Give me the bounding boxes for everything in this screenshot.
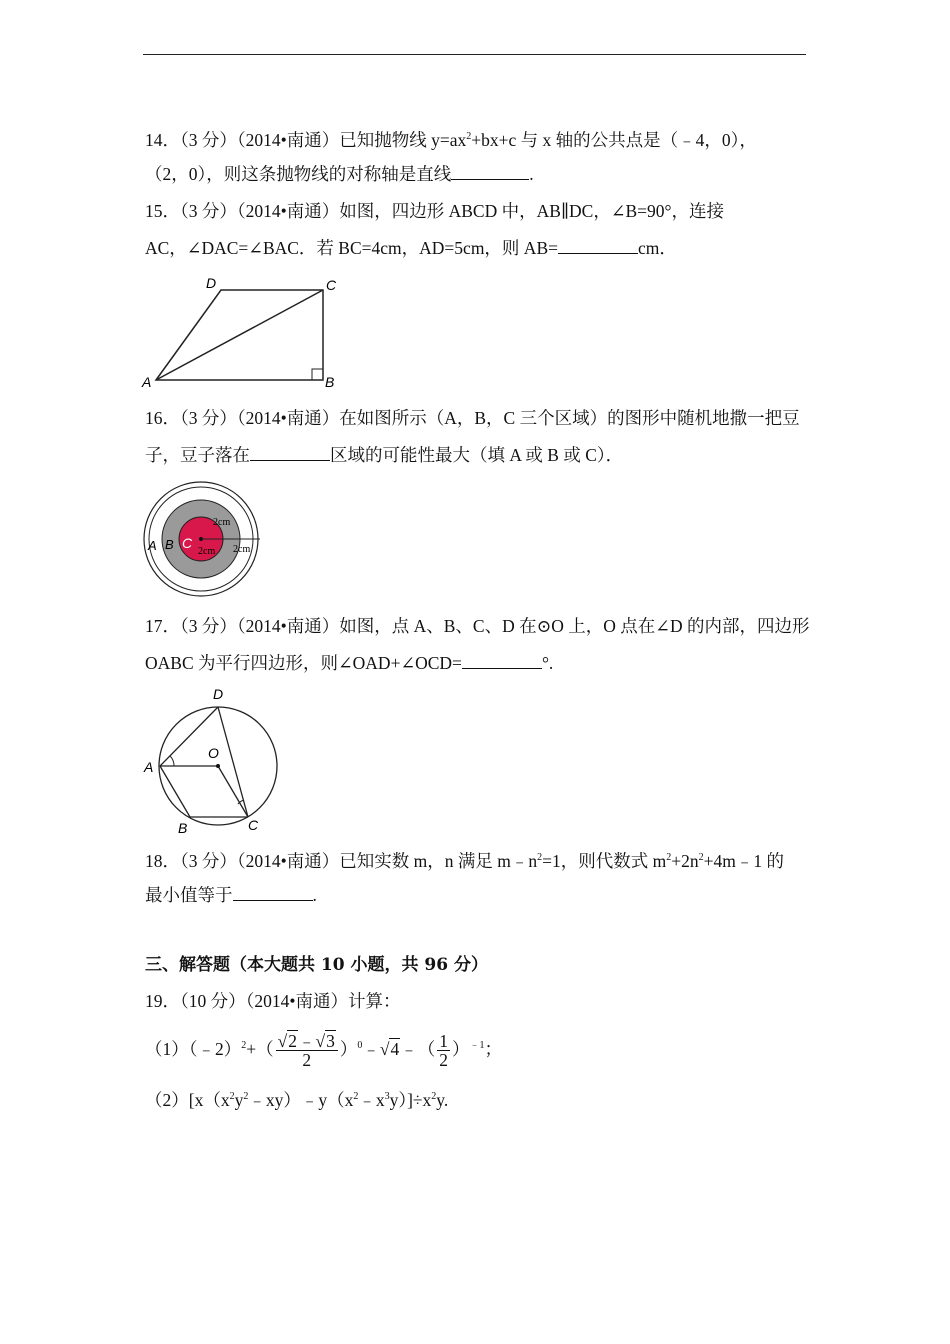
q15-line2: AC，∠DAC=∠BAC．若 BC=4cm，AD=5cm，则 AB= cm． bbox=[145, 238, 677, 258]
fraction: $\frac{√2﹣√3}{2}$ bbox=[276, 1032, 338, 1069]
label-C: C bbox=[326, 277, 337, 293]
answer-blank bbox=[462, 651, 542, 669]
label-D: D bbox=[213, 686, 224, 702]
answer-blank bbox=[250, 443, 330, 461]
label-D: D bbox=[206, 275, 217, 291]
q17-line2: OABC 为平行四边形，则∠OAD+∠OCD= °. bbox=[145, 653, 554, 673]
label-C: C bbox=[248, 817, 259, 833]
q14-line1: 14．（3 分）（2014•南通）已知抛物线 $y=ax^2+bx+c$ 与 x 轴的公共点是（﹣4，0）， bbox=[145, 130, 757, 150]
label-B: B bbox=[178, 820, 188, 836]
q18-line1: 18．（3 分）（2014•南通）已知实数 m，n 满足 $m﹣n^2=1$，则代数式 $m^2+2n^2+4m﹣1$ 的 bbox=[145, 851, 784, 871]
radius-label: 2cm bbox=[198, 546, 216, 557]
q15-line1: 15．（3 分）（2014•南通）如图，四边形 ABCD 中，AB∥DC，∠B=90°，连接 bbox=[145, 201, 725, 221]
header-rule bbox=[143, 54, 806, 55]
q18-line2: 最小值等于 . bbox=[145, 885, 317, 905]
q17-line1: 17．（3 分）（2014•南通）如图，点 A、B、C、D 在⊙O 上，O 点在∠D 的内部，四边形 bbox=[145, 616, 810, 636]
q19-part2: $(2)[x(x^2y^2﹣xy)﹣y(x^2﹣x^3y)]\div x^2y$. bbox=[145, 1090, 449, 1110]
region-C-label: C bbox=[182, 535, 193, 551]
q19-part1: （1）（﹣2）$^2$+（ $\frac{√2﹣√3}{2}$ ）$^0$﹣√4﹣（ $\frac{1}{2}$ ）$^{﹣1}$； bbox=[145, 1031, 502, 1071]
q16-line1: 16．（3 分）（2014•南通）在如图所示（A，B，C 三个区域）的图形中随机地撒一把豆 bbox=[145, 408, 800, 428]
answer-blank bbox=[451, 162, 529, 180]
label-A: A bbox=[144, 759, 154, 775]
q19-line1: 19．（10 分）（2014•南通）计算： bbox=[145, 991, 401, 1011]
fraction: $\frac{1}{2}$ bbox=[439, 1031, 448, 1071]
q17-circle-figure bbox=[140, 682, 290, 837]
q16-concentric-circles-figure bbox=[140, 480, 265, 600]
region-A-label: A bbox=[148, 538, 157, 553]
q14-line2: （2，0），则这条抛物线的对称轴是直线 . bbox=[145, 164, 534, 184]
label-O: O bbox=[208, 745, 219, 761]
answer-blank bbox=[233, 883, 313, 901]
label-B: B bbox=[325, 374, 335, 390]
q15-trapezoid-figure bbox=[140, 270, 350, 392]
region-B-label: B bbox=[165, 537, 174, 552]
q16-line2: 子，豆子落在 区域的可能性最大（填 A 或 B 或 C）． bbox=[145, 445, 624, 465]
radius-label: 2cm bbox=[233, 544, 251, 555]
section-title: 三、解答题（本大题共 10 小题，共 96 分） bbox=[145, 955, 488, 975]
radius-label: 2cm bbox=[213, 517, 231, 528]
answer-blank bbox=[558, 236, 638, 254]
label-A: A bbox=[142, 374, 152, 390]
